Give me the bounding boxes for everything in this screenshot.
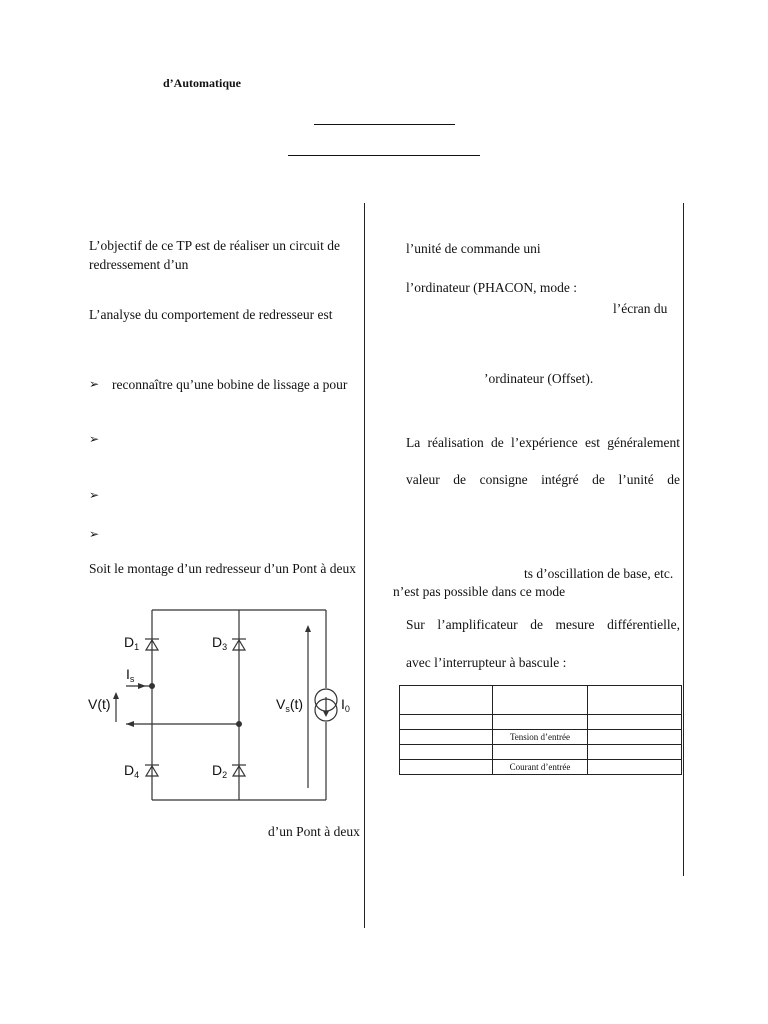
bullet-marker-1: ➢ [89,377,100,391]
analysis-text: L’analyse du comportement de redresseur est [89,307,333,322]
label-vs: $V_s(t)$ [276,696,304,714]
title-underline-1 [314,124,455,125]
current-source-arrow-head [323,711,329,717]
rectifier-circuit [86,600,356,810]
row-voltage-label: Tension d’entrée [493,730,588,745]
right-p3: l’écran du [613,301,668,316]
label-d2: $D_2$ [212,762,228,780]
bullet-marker-3: ➢ [89,488,100,502]
header-org: d’Automatique [163,76,242,90]
row-current-label: Courant d’entrée [493,760,588,775]
label-d1: $D_1$ [124,634,140,652]
table-row [400,760,682,775]
right-p5: La réalisation de l’expérience est généralement [406,435,680,450]
table-row [400,686,682,715]
vt-arrow-head [113,692,119,699]
right-p1: l’unité de commande uni [406,241,541,256]
table-row [400,745,682,760]
right-p2: l’ordinateur (PHACON, mode : [406,280,577,295]
right-p6: valeur de consigne intégré de l’unité de [406,472,680,487]
label-is: $I_s$ [126,666,135,684]
measurement-table [399,685,682,775]
right-p7: ts d’oscillation de base, etc. [524,566,674,581]
vs-arrow-head [305,625,311,632]
objective-line-2: redressement d’un [89,257,189,272]
figure-caption: d’un Pont à deux [268,824,360,839]
table-row [400,715,682,730]
objective-line-1: L’objectif de ce TP est de réaliser un circuit de [89,238,341,253]
node-left [149,683,155,689]
is-arrow-head [138,683,146,689]
bullet-marker-2: ➢ [89,432,100,446]
input-arrow-head [126,721,134,727]
column-divider [364,203,365,928]
label-d3: $D_3$ [212,634,228,652]
bullet-marker-4: ➢ [89,527,100,541]
title-underline-2 [288,155,480,156]
label-vt: V(t) [88,696,111,712]
right-p4: ’ordinateur (Offset). [484,371,594,386]
right-border [683,203,684,876]
label-i0: $I_0$ [341,696,350,714]
bullet-text-1: reconnaître qu’une bobine de lissage a pour [112,377,348,392]
right-p8: n’est pas possible dans ce mode [393,584,566,599]
node-mid [236,721,242,727]
montage-text: Soit le montage d’un redresseur d’un Pont à deux [89,561,356,576]
right-p10: avec l’interrupteur à bascule : [406,655,567,670]
right-p9: Sur l’amplificateur de mesure différentielle, [406,617,680,632]
table-row [400,730,682,745]
label-d4: $D_4$ [124,762,140,780]
